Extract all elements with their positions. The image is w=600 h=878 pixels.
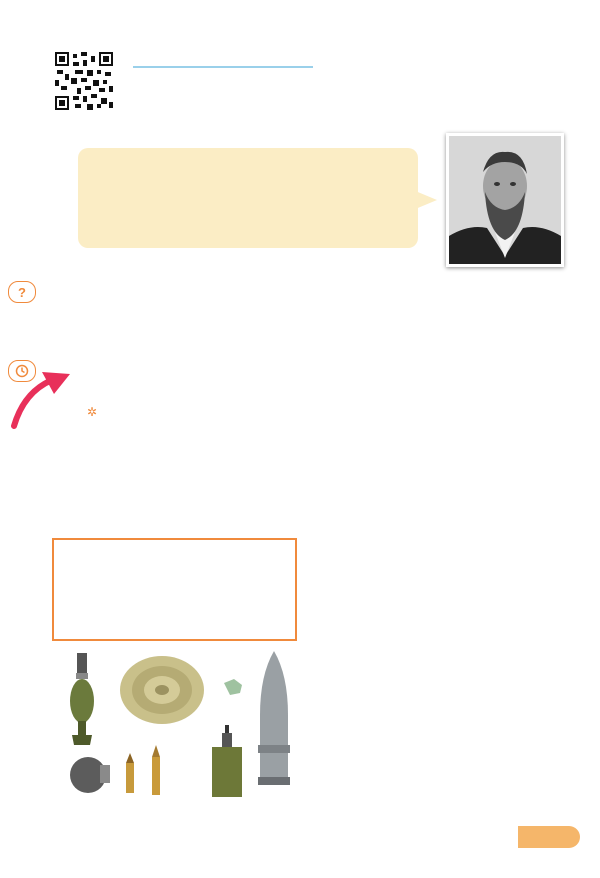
bottom-decorative-dashes xyxy=(10,820,590,823)
grenade-icon xyxy=(70,757,110,793)
definition-box xyxy=(52,538,297,641)
question-icon: ? xyxy=(8,281,36,303)
sun-icon: ✲ xyxy=(87,405,98,419)
qr-code-icon xyxy=(55,52,113,110)
page-number xyxy=(518,826,580,848)
top-decorative-dots xyxy=(0,10,600,18)
detonator-icon xyxy=(224,679,242,695)
fuse-icon xyxy=(212,725,242,797)
explosive-objects-illustration xyxy=(52,645,302,815)
landmine-icon xyxy=(120,656,204,724)
quote-bubble xyxy=(78,148,418,248)
quote-bubble-tail xyxy=(413,190,437,210)
mortar-shell-icon xyxy=(70,653,94,745)
arrow-icon xyxy=(8,368,76,430)
cartridge-icon xyxy=(126,745,160,795)
portrait-photo xyxy=(446,133,564,267)
artillery-shell-icon xyxy=(258,651,290,785)
link-underline xyxy=(133,66,313,68)
